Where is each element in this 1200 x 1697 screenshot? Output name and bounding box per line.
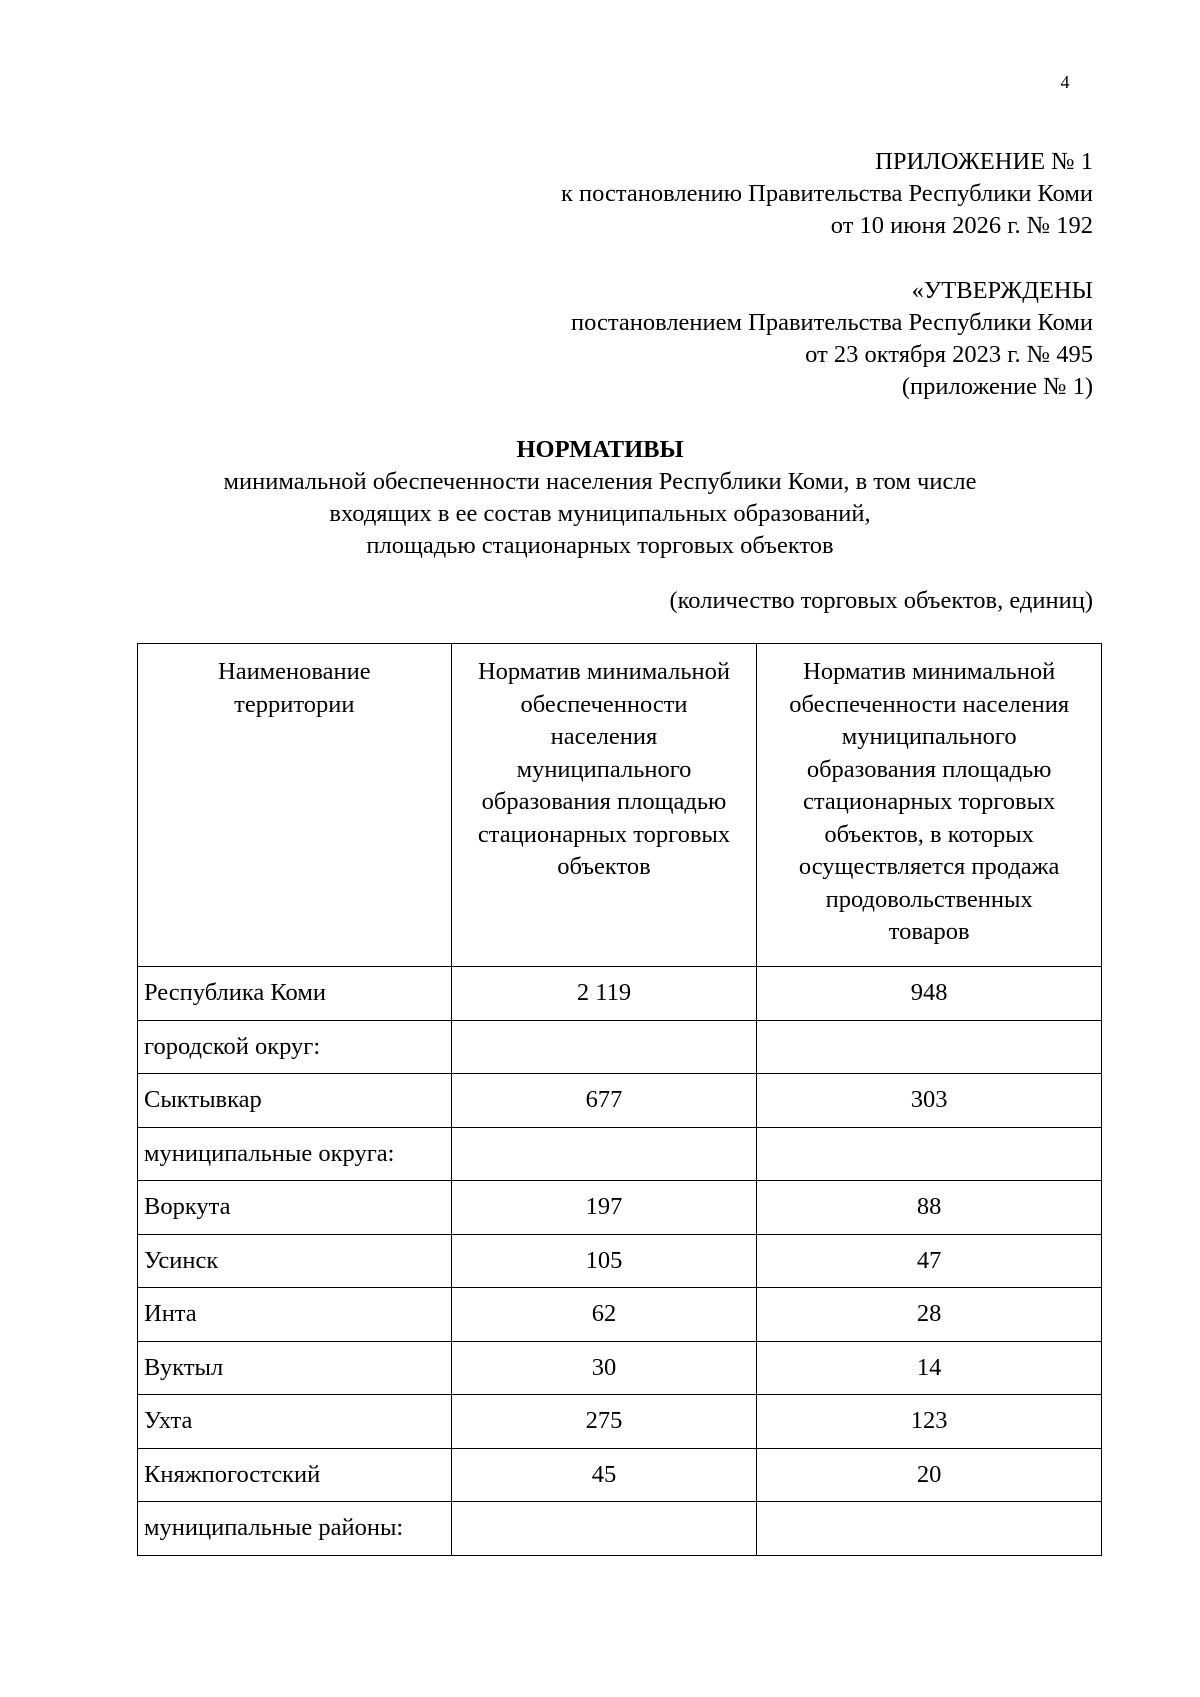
total-norm-value: 275 — [451, 1395, 757, 1449]
page-number: 4 — [1060, 72, 1070, 92]
approval-reference: постановлением Правительства Республики Коми — [570, 309, 1093, 336]
header-territory — [138, 644, 452, 967]
food-norm-value: 28 — [757, 1288, 1102, 1342]
food-norm-value: 88 — [757, 1181, 1102, 1235]
document-subtitle-line-2: входящих в ее состав муниципальных образований, — [329, 500, 871, 527]
territory-name: муниципальные районы: — [138, 1502, 452, 1556]
document-title: НОРМАТИВЫ — [516, 436, 684, 463]
total-norm-value — [451, 1020, 757, 1074]
header-line: объектов, в которых — [824, 820, 1034, 848]
table-row — [138, 1074, 1102, 1128]
table-row — [138, 1127, 1102, 1181]
food-norm-value: 20 — [757, 1448, 1102, 1502]
food-norm-value — [757, 1127, 1102, 1181]
header-line: муниципального — [516, 755, 692, 783]
document-subtitle-line-1: минимальной обеспеченности населения Республики Коми, в том числе — [223, 468, 977, 495]
header-line: Норматив минимальной — [477, 658, 731, 685]
approval-date: от 23 октября 2023 г. № 495 — [805, 341, 1093, 368]
table-row — [138, 1020, 1102, 1074]
appendix-header — [561, 146, 1093, 242]
total-norm-value: 2 119 — [451, 967, 757, 1021]
header-line: Наименование — [218, 658, 371, 685]
header-line: объектов — [557, 853, 651, 880]
header-line: населения — [550, 723, 658, 750]
header-food-norm — [757, 644, 1102, 967]
territory-name: Княжпогостский — [138, 1448, 452, 1502]
territory-name: Республика Коми — [138, 967, 452, 1021]
appendix-title: ПРИЛОЖЕНИЕ № 1 — [875, 148, 1093, 175]
header-line: стационарных торговых — [477, 820, 731, 848]
total-norm-value: 197 — [451, 1181, 757, 1235]
header-line: обеспеченности — [520, 690, 688, 718]
total-norm-value: 62 — [451, 1288, 757, 1342]
food-norm-value: 47 — [757, 1234, 1102, 1288]
approval-header — [571, 275, 1093, 403]
table-row — [138, 1288, 1102, 1342]
food-norm-value: 948 — [757, 967, 1102, 1021]
table-row — [138, 1448, 1102, 1502]
total-norm-value — [451, 1502, 757, 1556]
territory-name: Сыктывкар — [138, 1074, 452, 1128]
header-line: продовольственных — [825, 885, 1033, 913]
header-line: Норматив минимальной — [803, 658, 1056, 685]
header-total-norm — [451, 644, 757, 967]
appendix-reference: к постановлению Правительства Республики Коми — [561, 180, 1093, 207]
territory-name: Вуктыл — [138, 1341, 452, 1395]
food-norm-value: 14 — [757, 1341, 1102, 1395]
territory-name: Ухта — [138, 1395, 452, 1449]
header-line: обеспеченности населения — [789, 690, 1070, 718]
total-norm-value: 105 — [451, 1234, 757, 1288]
territory-name: муниципальные округа: — [138, 1127, 452, 1181]
header-line: стационарных торговых — [803, 788, 1056, 815]
document-subtitle-line-3: площадью стационарных торговых объектов — [366, 532, 834, 559]
territory-name: городской округ: — [138, 1020, 452, 1074]
header-line: территории — [234, 690, 355, 718]
table-row — [138, 1234, 1102, 1288]
total-norm-value: 677 — [451, 1074, 757, 1128]
document-title-block — [0, 434, 1200, 562]
table-row — [138, 1181, 1102, 1235]
territory-name: Воркута — [138, 1181, 452, 1235]
total-norm-value — [451, 1127, 757, 1181]
total-norm-value: 30 — [451, 1341, 757, 1395]
header-line: муниципального — [841, 723, 1017, 750]
header-line: образования площадью — [806, 755, 1052, 783]
table-row — [138, 967, 1102, 1021]
appendix-date: от 10 июня 2026 г. № 192 — [830, 212, 1093, 239]
table-row — [138, 1502, 1102, 1556]
total-norm-value: 45 — [451, 1448, 757, 1502]
unit-note: (количество торговых объектов, единиц) — [669, 587, 1093, 614]
food-norm-value — [757, 1502, 1102, 1556]
header-line: осуществляется продажа — [798, 853, 1060, 880]
table-header-row — [138, 644, 1102, 967]
approval-appendix-note: (приложение № 1) — [901, 373, 1093, 400]
header-line: образования площадью — [481, 788, 727, 815]
approval-title: «УТВЕРЖДЕНЫ — [911, 277, 1093, 304]
table-row — [138, 1341, 1102, 1395]
norms-table — [137, 643, 1102, 1556]
food-norm-value: 123 — [757, 1395, 1102, 1449]
food-norm-value: 303 — [757, 1074, 1102, 1128]
header-line: товаров — [888, 918, 970, 945]
table-row — [138, 1395, 1102, 1449]
territory-name: Усинск — [138, 1234, 452, 1288]
territory-name: Инта — [138, 1288, 452, 1342]
food-norm-value — [757, 1020, 1102, 1074]
